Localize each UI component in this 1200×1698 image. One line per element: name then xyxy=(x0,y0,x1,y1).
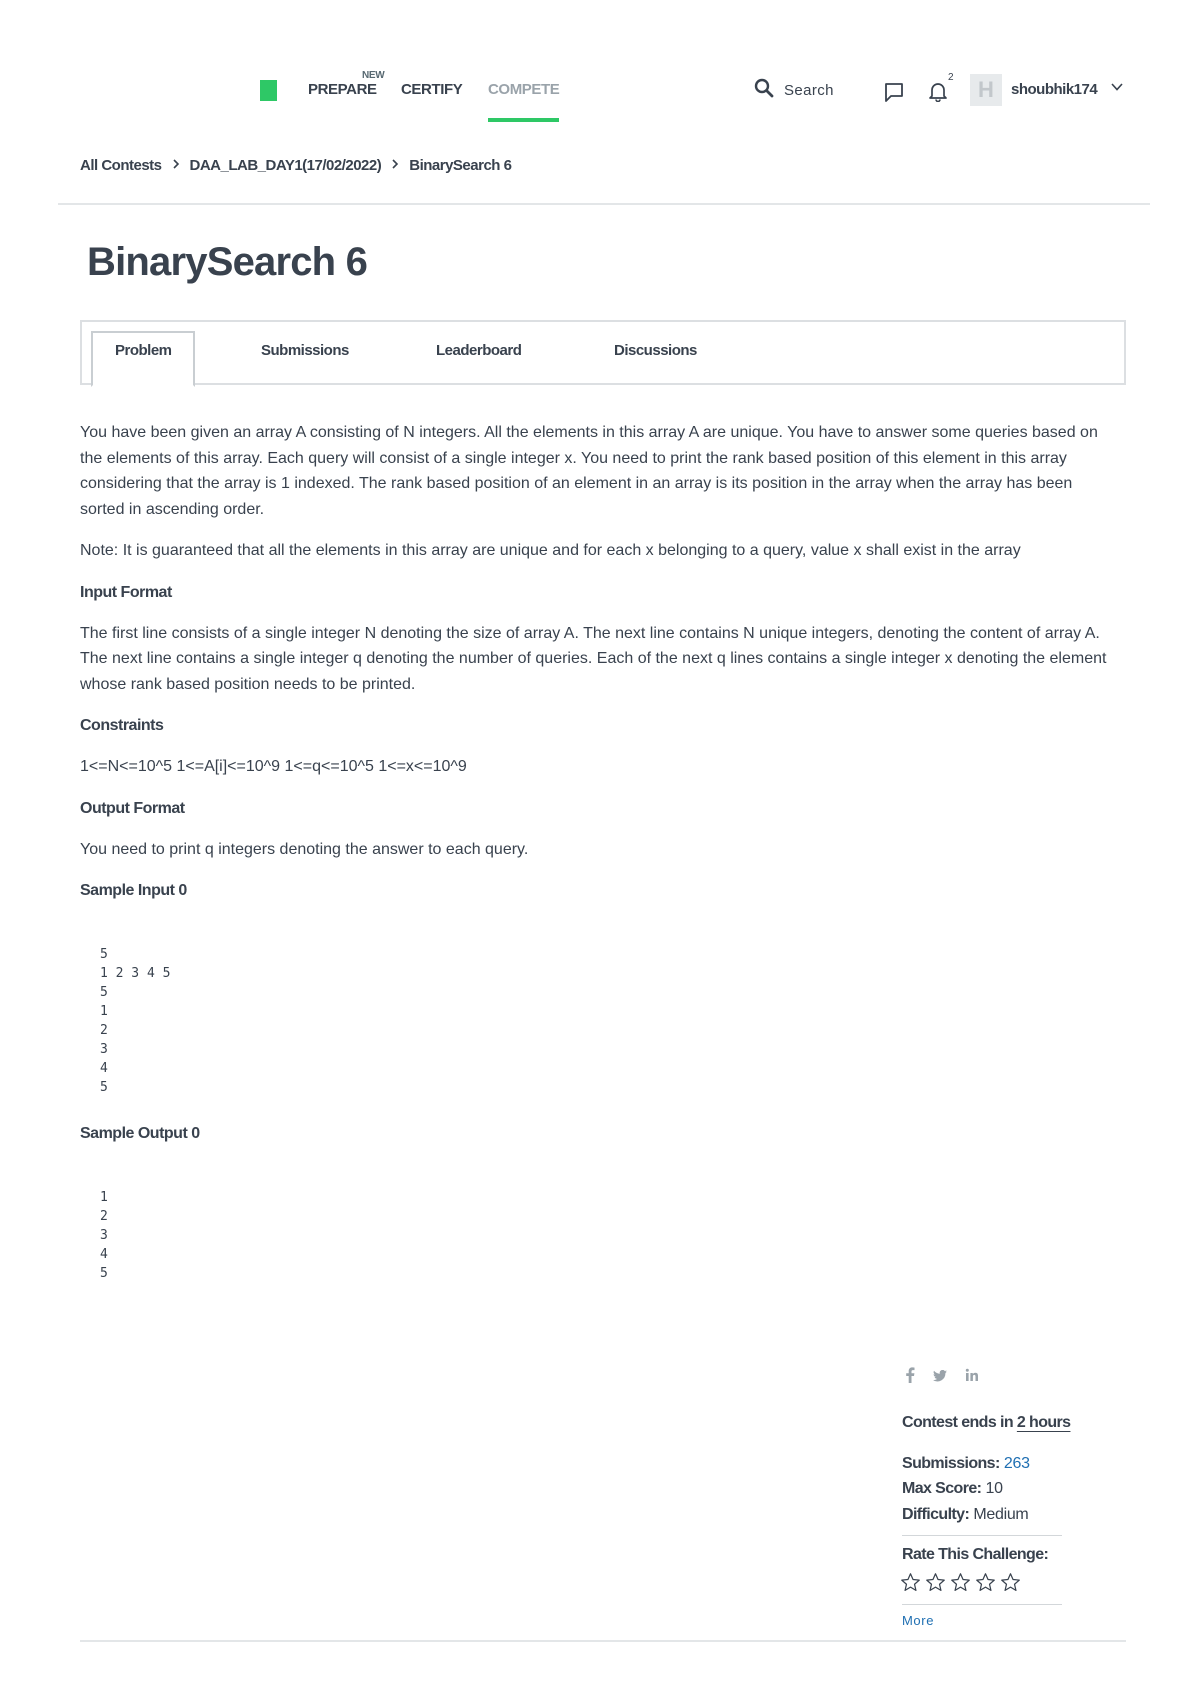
username[interactable]: shoubhik174 xyxy=(1011,81,1098,98)
sidebar-divider xyxy=(902,1604,1062,1605)
constraints-heading: Constraints xyxy=(80,717,164,734)
notifications-bell-icon[interactable] xyxy=(927,80,949,107)
messages-icon[interactable] xyxy=(883,81,905,108)
sidebar-divider xyxy=(902,1535,1062,1536)
breadcrumb xyxy=(80,157,511,174)
breadcrumb-contest[interactable]: DAA_LAB_DAY1(17/02/2022) xyxy=(189,157,382,174)
max-score-stat xyxy=(902,1480,1003,1498)
chevron-down-icon[interactable] xyxy=(1110,80,1124,99)
tab-active-indicator xyxy=(91,331,195,387)
input-format-text: The first line consists of a single integer N denoting the size of array A. The next line contains N unique integers, denoting the content of array A. The next line contains a single integer q denoting the number of queries. Each of the next q lines contains a single integer x denoting the element whose rank based position needs to be printed. xyxy=(80,624,1107,693)
sample-output-heading: Sample Output 0 xyxy=(80,1125,200,1142)
submissions-count-link[interactable]: 263 xyxy=(1003,1455,1030,1472)
submissions-stat xyxy=(902,1455,1030,1473)
tab-discussions[interactable]: Discussions xyxy=(614,342,697,359)
sample-input-code: 5 1 2 3 4 5 5 1 2 3 4 5 xyxy=(100,947,171,1095)
search-icon xyxy=(754,78,774,102)
avatar[interactable]: H xyxy=(970,74,1002,106)
star-icon[interactable] xyxy=(975,1572,996,1598)
problem-statement xyxy=(80,420,1120,1307)
rate-label: Rate This Challenge: xyxy=(902,1546,1049,1563)
more-link[interactable]: More xyxy=(902,1613,935,1628)
search-label: Search xyxy=(784,81,834,99)
tab-leaderboard[interactable]: Leaderboard xyxy=(436,342,522,359)
search-bar[interactable] xyxy=(754,78,834,102)
star-icon[interactable] xyxy=(1000,1572,1021,1598)
star-icon[interactable] xyxy=(950,1572,971,1598)
sample-output-code: 1 2 3 4 5 xyxy=(100,1190,108,1281)
twitter-icon[interactable] xyxy=(933,1369,947,1387)
social-share xyxy=(905,1367,979,1388)
header-divider xyxy=(58,203,1150,205)
difficulty-value: Medium xyxy=(973,1506,1029,1523)
breadcrumb-challenge[interactable]: BinarySearch 6 xyxy=(409,157,512,174)
tab-submissions[interactable]: Submissions xyxy=(261,342,349,359)
notification-count: 2 xyxy=(948,72,954,83)
footer-divider xyxy=(80,1640,1126,1642)
tab-problem[interactable]: Problem xyxy=(115,342,172,359)
rating-stars xyxy=(900,1572,1021,1598)
sample-input-heading: Sample Input 0 xyxy=(80,882,187,899)
rate-challenge xyxy=(902,1546,1048,1564)
constraints-text: 1<=N<=10^5 1<=A[i]<=10^9 1<=q<=10^5 1<=x<=10^9 xyxy=(80,758,467,775)
hackerrank-logo[interactable] xyxy=(260,80,277,101)
nav-compete[interactable]: COMPETE xyxy=(488,81,560,98)
nav-prepare[interactable]: PREPARE xyxy=(308,81,377,98)
breadcrumb-all-contests[interactable]: All Contests xyxy=(80,157,162,174)
problem-note: Note: It is guaranteed that all the elements in this array are unique and for each x belonging to a query, value x shall exist in the array xyxy=(80,542,1021,559)
nav-certify[interactable]: CERTIFY xyxy=(401,81,463,98)
output-format-text: You need to print q integers denoting the answer to each query. xyxy=(80,840,529,858)
star-icon[interactable] xyxy=(900,1572,921,1598)
new-badge: NEW xyxy=(362,70,385,81)
chevron-right-icon xyxy=(390,157,400,174)
difficulty-label: Difficulty: xyxy=(902,1506,970,1523)
problem-description: You have been given an array A consisting of N integers. All the elements in this array A are unique. You have to answer some queries based on the elements of this array. Each query will consist of a single integer x. You need to print the rank based position of this element in this array considering that the array is 1 indexed. The rank based position of an element in an array is its position in the array when the array has been sorted in ascending order. xyxy=(80,424,1098,518)
contest-countdown xyxy=(902,1414,1070,1432)
tab-bar xyxy=(80,320,1126,385)
star-icon[interactable] xyxy=(925,1572,946,1598)
output-format-heading: Output Format xyxy=(80,799,185,817)
max-score-label: Max Score: xyxy=(902,1480,982,1497)
nav-active-indicator xyxy=(488,118,559,122)
chevron-right-icon xyxy=(171,157,181,174)
linkedin-icon[interactable] xyxy=(965,1368,979,1387)
submissions-label: Submissions: xyxy=(902,1455,1000,1472)
difficulty-stat xyxy=(902,1506,1028,1524)
facebook-icon[interactable] xyxy=(905,1367,915,1388)
contest-ends-label: Contest ends in xyxy=(902,1414,1014,1431)
page-title: BinarySearch 6 xyxy=(87,240,368,284)
input-format-heading: Input Format xyxy=(80,583,172,601)
max-score-value: 10 xyxy=(985,1480,1003,1497)
contest-ends-time: 2 hours xyxy=(1016,1414,1071,1431)
